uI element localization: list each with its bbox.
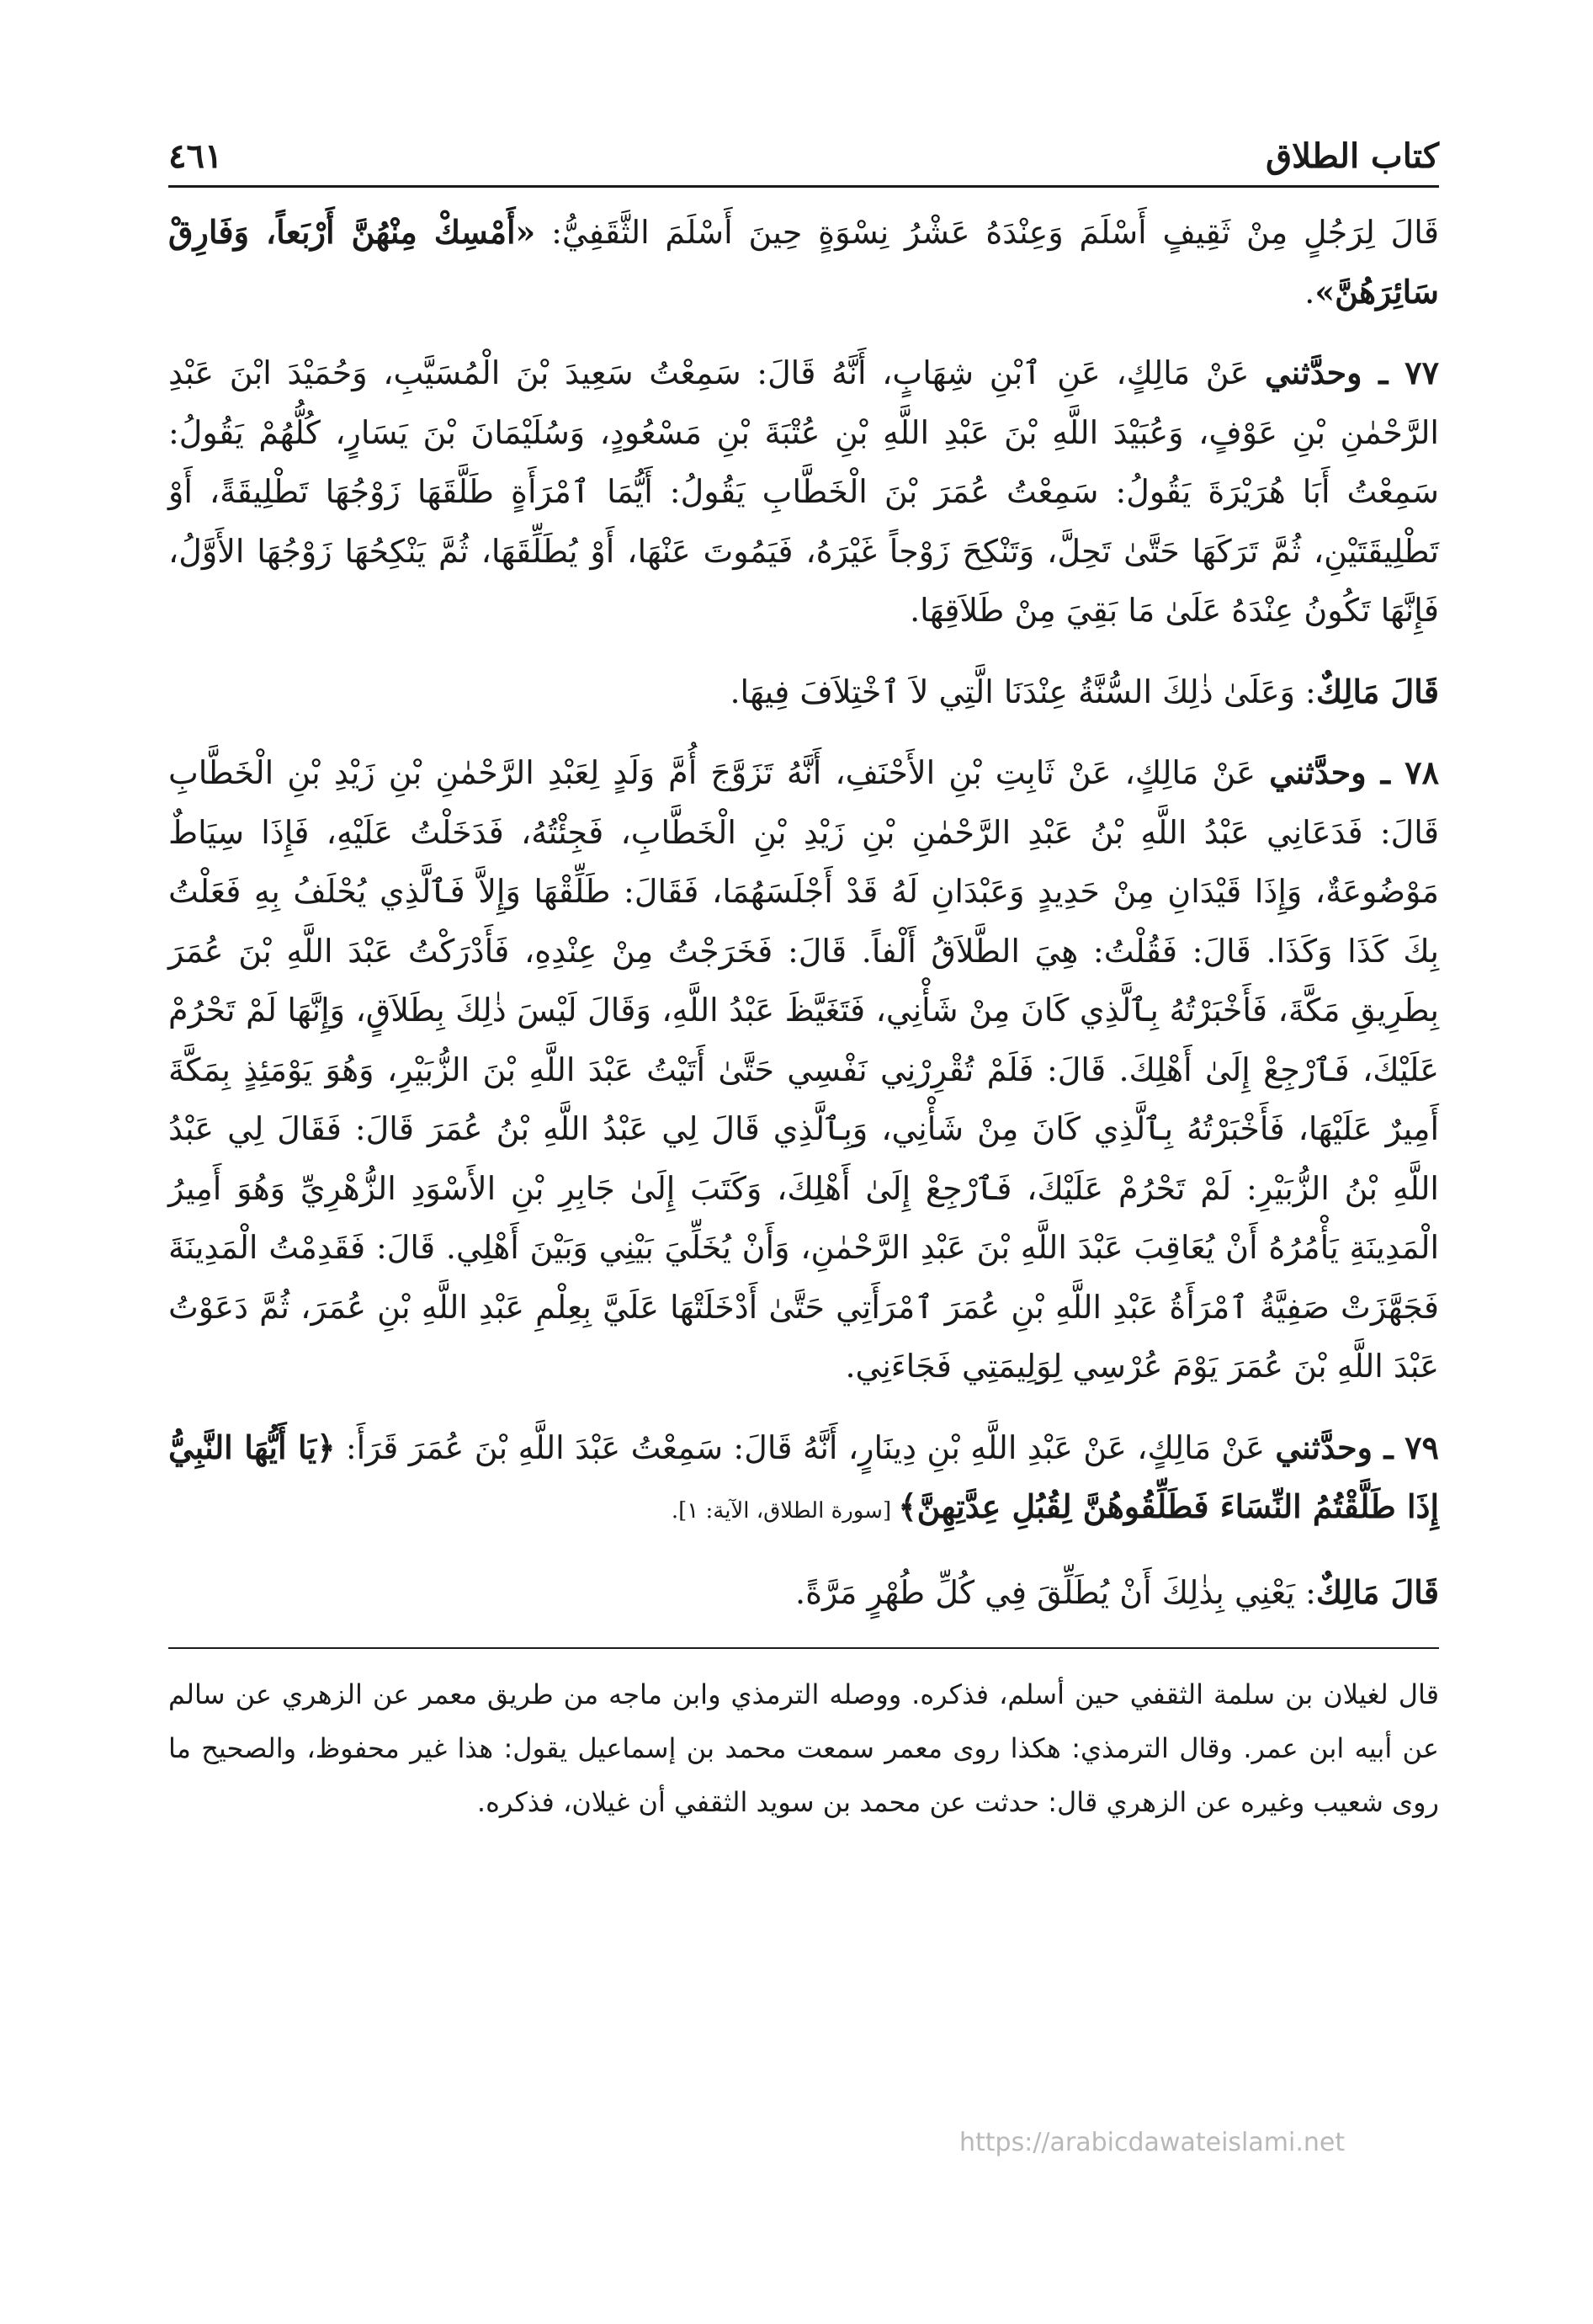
footnote: قال لغيلان بن سلمة الثقفي حين أسلم، فذكره. ووصله الترمذي وابن ماجه من طريق معمر عن الزهري عن سالم عن أبيه ابن عمر. وقال الترمذي: هكذا روى معمر سمعت محمد بن إسماعيل يقول: هذا غير محفوظ، والصحيح ما روى شعيب وغيره عن الزهري قال: حدثت عن محمد بن سويد الثقفي أن غيلان، فذكره.	[168, 1678, 1439, 1818]
intro-text: قَالَ لِرَجُلٍ مِنْ ثَقِيفٍ أَسْلَمَ وَعِنْدَهُ عَشْرُ نِسْوَةٍ حِينَ أَسْلَمَ الثَّقَفِيُّ:	[535, 214, 1439, 251]
hadith-79-text: عَنْ مَالِكٍ، عَنْ عَبْدِ اللَّهِ بْنِ دِينَارٍ، أَنَّهُ قَالَ: سَمِعْتُ عَبْدَ اللَّهِ بْنَ عُمَرَ قَرَأَ:	[335, 1428, 1276, 1466]
hadith-78-number: ٧٨ ـ وحدَّثني	[1269, 753, 1439, 791]
quran-verse: ﴿يَا أَيُّهَا النَّبِيُّ إِذَا طَلَّقْتُمُ النِّسَاءَ فَطَلِّقُوهُنَّ لِقُبُلِ عِدَّتِهِنَّ﴾	[168, 1428, 1439, 1525]
book-page	[168, 126, 1439, 2281]
quran-reference: [سورة الطلاق، الآية: ١].	[671, 1498, 899, 1524]
hadith-79	[168, 1418, 1439, 1541]
intro-end: .	[1304, 273, 1315, 311]
main-text	[168, 203, 1439, 1622]
malik-comment-1-label: قَالَ مَالِكٌ	[1315, 672, 1439, 710]
malik-comment-2-text: : يَعْنِي بِذٰلِكَ أَنْ يُطَلِّقَ فِي كُلِّ طُهْرٍ مَرَّةً.	[795, 1573, 1316, 1611]
intro-paragraph	[168, 203, 1439, 322]
watermark-url: https://arabicdawateislami.net	[959, 2128, 1346, 2157]
page-number: ٤٦١	[168, 136, 223, 176]
malik-comment-1	[168, 662, 1439, 722]
hadith-77-text: عَنْ مَالِكٍ، عَنِ ٱبْنِ شِهَابٍ، أَنَّهُ قَالَ: سَمِعْتُ سَعِيدَ بْنَ الْمُسَيَّبِ، وَحُمَيْدَ ابْنَ عَبْدِ الرَّحْمٰنِ بْنِ عَوْفٍ، وَعُبَيْدَ اللَّهِ بْنَ عَبْدِ اللَّهِ بْنِ عُتْبَةَ بْنِ مَسْعُودٍ، وَسُلَيْمَانَ بْنَ يَسَارٍ، كُلُّهُمْ يَقُولُ: سَمِعْتُ أَبَا هُرَيْرَةَ يَقُولُ: سَمِعْتُ عُمَرَ بْنَ الْخَطَّابِ يَقُولُ: أَيُّمَا ٱمْرَأَةٍ طَلَّقَهَا زَوْجُهَا تَطْلِيقَةً، أَوْ تَطْلِيقَتَيْنِ، ثُمَّ تَرَكَهَا حَتَّىٰ تَحِلَّ، وَتَنْكِحَ زَوْجاً غَيْرَهُ، فَيَمُوتَ عَنْهَا، أَوْ يُطَلِّقَهَا، ثُمَّ يَنْكِحُهَا زَوْجُهَا الأَوَّلُ، فَإِنَّهَا تَكُونُ عِنْدَهُ عَلَىٰ مَا بَقِيَ مِنْ طَلاَقِهَا.	[168, 354, 1439, 629]
hadith-78-text: عَنْ مَالِكٍ، عَنْ ثَابِتِ بْنِ الأَحْنَفِ، أَنَّهُ تَزَوَّجَ أُمَّ وَلَدٍ لِعَبْدِ الرَّحْمٰنِ بْنِ زَيْدِ بْنِ الْخَطَّابِ قَالَ: فَدَعَانِي عَبْدُ اللَّهِ بْنُ عَبْدِ الرَّحْمٰنِ بْنِ زَيْدِ بْنِ الْخَطَّابِ، فَجِئْتُهُ، فَدَخَلْتُ عَلَيْهِ، فَإِذَا سِيَاطٌ مَوْضُوعَةٌ، وَإِذَا قَيْدَانِ مِنْ حَدِيدٍ وَعَبْدَانِ لَهُ قَدْ أَجْلَسَهُمَا، فَقَالَ: طَلِّقْهَا وَإِلاَّ فَٱلَّذِي يُحْلَفُ بِهِ فَعَلْتُ بِكَ كَذَا وَكَذَا. قَالَ: فَقُلْتُ: هِيَ الطَّلاَقُ أَلْفاً. قَالَ: فَخَرَجْتُ مِنْ عِنْدِهِ، فَأَدْرَكْتُ عَبْدَ اللَّهِ بْنَ عُمَرَ بِطَرِيقِ مَكَّةَ، فَأَخْبَرْتُهُ بِٱلَّذِي كَانَ مِنْ شَأْنِي، فَتَغَيَّظَ عَبْدُ اللَّهِ، وَقَالَ لَيْسَ ذٰلِكَ بِطَلاَقٍ، وَإِنَّهَا لَمْ تَحْرُمْ عَلَيْكَ، فَٱرْجِعْ إِلَىٰ أَهْلِكَ. قَالَ: فَلَمْ تُقْرِرْنِي نَفْسِي حَتَّىٰ أَتَيْتُ عَبْدَ اللَّهِ بْنَ الزُّبَيْرِ، وَهُوَ يَوْمَئِذٍ بِمَكَّةَ أَمِيرٌ عَلَيْهَا، فَأَخْبَرْتُهُ بِٱلَّذِي كَانَ مِنْ شَأْنِي، وَبِٱلَّذِي قَالَ لِي عَبْدُ اللَّهِ بْنُ عُمَرَ قَالَ: فَقَالَ لِي عَبْدُ اللَّهِ بْنُ الزُّبَيْرِ: لَمْ تَحْرُمْ عَلَيْكَ، فَٱرْجِعْ إِلَىٰ أَهْلِكَ، وَكَتَبَ إِلَىٰ جَابِرِ بْنِ الأَسْوَدِ الزُّهْرِيِّ وَهُوَ أَمِيرُ الْمَدِينَةِ يَأْمُرُهُ أَنْ يُعَاقِبَ عَبْدَ اللَّهِ بْنَ عَبْدِ الرَّحْمٰنِ، وَأَنْ يُخَلِّيَ بَيْنِي وَبَيْنَ أَهْلِي. قَالَ: فَقَدِمْتُ الْمَدِينَةَ فَجَهَّزَتْ صَفِيَّةُ ٱمْرَأَةُ عَبْدِ اللَّهِ بْنِ عُمَرَ ٱمْرَأَتِي حَتَّىٰ أَدْخَلَتْهَا عَلَيَّ بِعِلْمِ عَبْدِ اللَّهِ بْنِ عُمَرَ، ثُمَّ دَعَوْتُ عَبْدَ اللَّهِ بْنَ عُمَرَ يَوْمَ عُرْسِي لِوَلِيمَتِي فَجَاءَنِي.	[168, 754, 1439, 1385]
book-title: كتاب الطلاق	[1266, 136, 1439, 176]
page-header	[168, 126, 1439, 188]
malik-comment-1-text: : وَعَلَىٰ ذٰلِكَ السُّنَّةُ عِنْدَنَا الَّتِي لاَ ٱخْتِلاَفَ فِيهَا.	[730, 673, 1316, 710]
hadith-77	[168, 343, 1439, 641]
prophet-quote: «أَمْسِكْ مِنْهُنَّ أَرْبَعاً، وَفَارِقْ سَائِرَهُنَّ»	[168, 213, 1439, 311]
hadith-77-number: ٧٧ ـ وحدَّثني	[1264, 354, 1439, 391]
malik-comment-2	[168, 1563, 1439, 1623]
hadith-79-number: ٧٩ ـ وحدَّثني	[1275, 1428, 1439, 1466]
malik-comment-2-label: قَالَ مَالِكٌ	[1315, 1572, 1439, 1611]
hadith-78	[168, 743, 1439, 1396]
footnote-divider	[168, 1647, 1439, 1649]
